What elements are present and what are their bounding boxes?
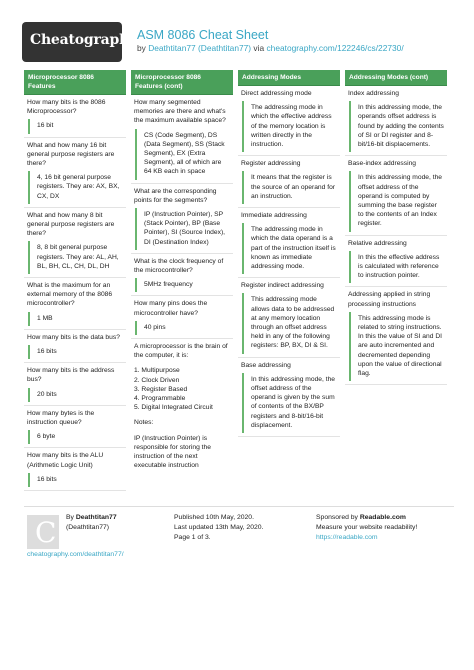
footer-dates — [174, 513, 263, 543]
brain-block — [131, 339, 233, 473]
logo-text: Cheatography — [30, 32, 138, 48]
notes-label: Notes: — [134, 419, 154, 427]
qa-item — [238, 208, 340, 278]
footer-author-link[interactable]: cheatography.com/deathtitan77/ — [27, 551, 124, 558]
answer: In this addressing mode, the offset address of the operand is given by the sum of contents of the BX/BP registers and 8-bit/16-bit displacement. — [242, 373, 340, 433]
question: Relative addressing — [348, 239, 407, 247]
question: Base-index addressing — [348, 160, 417, 168]
column-features-cont — [131, 70, 233, 474]
qa-item — [345, 287, 447, 385]
avatar-initial-icon: C — [35, 516, 57, 549]
section-heading: Microprocessor 8086 Features — [24, 70, 126, 95]
question: What is the clock frequency of the microcontroller? — [134, 257, 224, 275]
qa-item — [131, 184, 233, 254]
question: How many bits is the ALU (Arithmetic Logic Unit) — [27, 452, 104, 469]
qa-item — [24, 95, 126, 138]
qa-item — [238, 86, 340, 156]
answer: 16 bit — [28, 119, 126, 133]
qa-item — [238, 278, 340, 357]
notes-text: IP (Instruction Pointer) is responsible for storing the instruction of the next executable instruction — [134, 434, 211, 470]
answer: 20 bits — [28, 388, 126, 402]
answer: In this addressing mode, the operands offset address is found by adding the contents of SI or DI register and 8-bit/16-bit displacements. — [349, 101, 447, 152]
footer-author — [66, 513, 117, 533]
brain-question: A microprocessor is the brain of the computer, it is: — [134, 343, 228, 360]
brain-list-item: 3. Register Based — [134, 385, 188, 393]
published-date: Published 10th May, 2020. — [174, 514, 254, 521]
question: How many pins does the microcontroller have? — [134, 300, 208, 317]
answer: 6 byte — [28, 430, 126, 444]
section-heading: Addressing Modes — [238, 70, 340, 86]
footer-sponsor — [316, 513, 417, 543]
answer: In this addressing mode, the offset address of the operand is computed by summing the base register to the contents of an Index register. — [349, 171, 447, 231]
question: Register addressing — [241, 160, 301, 168]
question: How many bits is the data bus? — [27, 333, 120, 341]
sponsor-text: Measure your website readability! — [316, 524, 418, 531]
brain-list-item: 1. Multipurpose — [134, 367, 180, 375]
brain-list-item: 4. Programmable — [134, 395, 186, 403]
sponsor-label: Sponsored by — [316, 514, 358, 521]
qa-item — [24, 406, 126, 449]
updated-date: Last updated 13th May, 2020. — [174, 524, 264, 531]
column-addressing-modes — [238, 70, 340, 437]
brain-list-item: 5. Digital Integrated Circuit — [134, 404, 213, 412]
question: Register indirect addressing — [241, 282, 324, 290]
section-heading: Addressing Modes (cont) — [345, 70, 447, 86]
question: How many bits is the address bus? — [27, 367, 115, 384]
question: Base addressing — [241, 361, 291, 369]
footer-author-name[interactable]: Deathtitan77 — [75, 514, 117, 521]
question: Addressing applied in string processing instructions — [348, 291, 431, 308]
qa-item — [345, 156, 447, 235]
question: What and how many 8 bit general purpose registers are there? — [27, 211, 115, 238]
sheet-url-link[interactable]: cheatography.com/122246/cs/22730/ — [266, 43, 404, 53]
footer-by-label: By — [66, 514, 74, 521]
brain-list — [134, 366, 230, 412]
answer: 16 bits — [28, 473, 126, 487]
qa-item — [238, 358, 340, 437]
column-features — [24, 70, 126, 491]
answer: 16 bits — [28, 345, 126, 359]
answer: CS (Code Segment), DS (Data Segment), SS (Stack Segment), EX (Extra Segment), all of which are 64 KB each in space — [135, 129, 233, 180]
answer: 1 MB — [28, 312, 126, 326]
by-label: by — [137, 43, 146, 53]
qa-item — [24, 138, 126, 208]
answer: 8, 8 bit general purpose registers. They are: AL, AH, BL, BH, CL, CH, DL, DH — [28, 241, 126, 274]
question: Immediate addressing — [241, 212, 307, 220]
column-addressing-modes-cont — [345, 70, 447, 385]
sponsor-link[interactable]: https://readable.com — [316, 534, 378, 541]
question: What are the corresponding points for the segments? — [134, 187, 217, 204]
qa-item — [24, 330, 126, 363]
answer: The addressing mode in which the data operand is a part of the instruction itself is known as immediate addressing mode. — [242, 223, 340, 274]
cheatography-logo[interactable] — [22, 22, 138, 62]
answer: 5MHz frequency — [135, 278, 233, 292]
question: What and how many 16 bit general purpose registers are there? — [27, 141, 115, 168]
qa-item — [24, 363, 126, 406]
qa-item — [24, 278, 126, 330]
author-link[interactable]: Deathtitan77 (Deathtitan77) — [148, 43, 252, 53]
answer: It means that the register is the source of an operand for an instruction. — [242, 171, 340, 204]
qa-item — [238, 156, 340, 208]
answer: The addressing mode in which the effective address of the memory location is written directly in the instruction. — [242, 101, 340, 152]
via-label: via — [253, 43, 265, 53]
page-footer — [24, 506, 454, 576]
qa-item — [24, 448, 126, 491]
answer: This addressing mode is related to string instructions. In this the value of SI and DI are auto incremented and decremented depending upon the value of directional flag. — [349, 312, 447, 381]
question: What is the maximum for an external memory of the 8086 microcontroller? — [27, 282, 113, 308]
question: How many bytes is the instruction queue? — [27, 409, 95, 427]
qa-item — [345, 86, 447, 156]
page-number: Page 1 of 3. — [174, 534, 211, 541]
brain-list-item: 2. Clock Driven — [134, 376, 180, 384]
answer: This addressing mode allows data to be addressed at any memory location through an offset address held in any of the following registers: BP, BX, DI & SI. — [242, 293, 340, 353]
answer: 4, 16 bit general purpose registers. They are: AX, BX, CX, DX — [28, 171, 126, 204]
author-avatar[interactable] — [27, 515, 59, 549]
answer: In this the effective address is calculated with reference to instruction pointer. — [349, 251, 447, 284]
page-header — [0, 0, 474, 64]
qa-item — [24, 208, 126, 278]
section-heading: Microprocessor 8086 Features (cont) — [131, 70, 233, 95]
question: How many bits is the 8086 Microprocessor? — [27, 99, 106, 116]
question: How many segmented memories are there and what's the maximum available space? — [134, 99, 226, 125]
footer-author-handle: (Deathtitan77) — [66, 524, 110, 531]
qa-item — [131, 254, 233, 297]
byline — [137, 43, 404, 53]
question: Index addressing — [348, 90, 399, 97]
answer: IP (Instruction Pointer), SP (Stack Pointer), BP (Base Pointer), SI (Source Index), DI (Destination Index) — [135, 208, 233, 250]
qa-item — [345, 236, 447, 288]
sponsor-name[interactable]: Readable.com — [359, 514, 406, 521]
answer: 40 pins — [135, 321, 233, 335]
question: Direct addressing mode — [241, 90, 312, 97]
qa-item — [131, 95, 233, 184]
qa-item — [131, 296, 233, 339]
page-title: ASM 8086 Cheat Sheet — [137, 28, 269, 42]
